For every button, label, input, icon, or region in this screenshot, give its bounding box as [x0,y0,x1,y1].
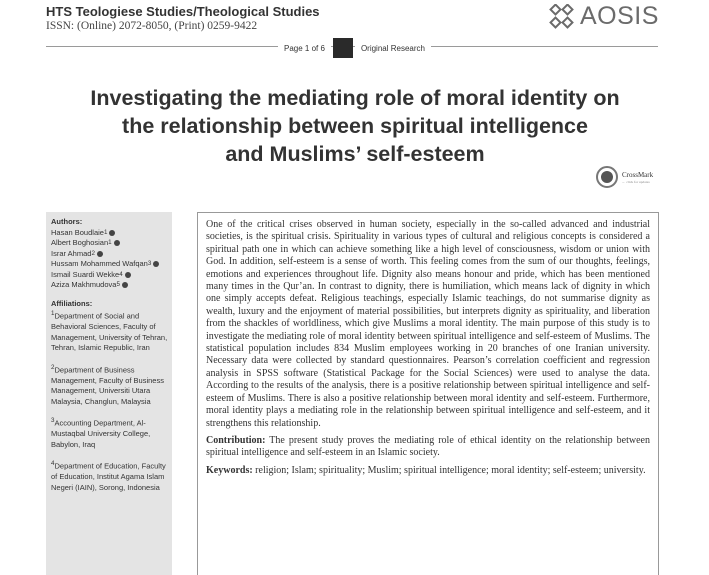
crossmark-icon [596,166,618,188]
orcid-icon[interactable] [97,251,103,257]
keywords-text: religion; Islam; spirituality; Muslim; spiritual intelligence; moral identity; self-esteem; university. [255,464,646,476]
aosis-logo-icon [548,4,576,30]
author-sidebar [46,212,172,575]
orcid-icon[interactable] [109,230,115,236]
article-title [40,84,670,168]
issn-line: ISSN: (Online) 2072-8050, (Print) 0259-9422 [46,20,258,32]
abstract-body: One of the critical crises observed in human society, especially in the so-called advanced and industrial societies, is the spiritual crisis. Spirituality in various types of cultural and religious concepts is considered a spiritual path one in which can achieve something like a high level of consciousness, wisdom or union with God. In addition, self-esteem is a sense of worth. This feeling comes from the sum of our thoughts, feelings, emotions and experiences throughout life. Dignity also means honour and pride, which has been mentioned many times in the Qur’an. In contrast to dignity, there is humiliation, which means lack of dignity in which one simply accepts defeat. Religious teachings, especially Islamic teachings, do not summarise dignity as wealth, luxury and the enjoyment of material possibilities, but interprets dignity as spirituality, and liberation from the shackles of worldliness, which give Muslims a moral identity. The main purpose of this study is to investigate the mediating role of moral identity between spiritual intelligence and self-esteem of Muslims. The statistical population includes 834 Muslim employees working in 20 branches of one Iranian university. Necessary data were collected by standard questionnaires. Pearson’s correlation coefficient and regression analysis in SPSS software (Statistical Package for the Social Sciences) were used to analyse the data. According to the results of the analysis, there is a positive relationship between spiritual intelligence and self-esteem of Muslims. There is also a positive relationship between moral identity and self-esteem. Furthermore, moral identity plays a mediating role in the relationship between spiritual intelligence and self-esteem, and it strengthens this relationship. [206,219,650,429]
page-number: Page 1 of 6 [278,44,331,53]
contribution-text: The present study proves the mediating role of ethical identity on the relationship between spiritual intelligence and self-esteem in an Islamic society. [206,434,650,459]
journal-title: HTS Teologiese Studies/Theological Studies [46,4,320,19]
orcid-icon[interactable] [114,240,120,246]
page-marker-box [333,38,353,58]
abstract-box [197,212,659,575]
crossmark-button[interactable] [596,166,653,188]
affiliation-entry: $^4$Department of Education, Faculty of Education, Institut Agama Islam Negeri (IAIN), Sorong, Indonesia [51,460,166,492]
title-line: Investigating the mediating role of moral identity on [90,86,620,110]
title-line: the relationship between spiritual intelligence [122,114,588,138]
title-line: and Muslims’ self-esteem [225,142,485,166]
affiliation-entry: $^2$Department of Business Management, Faculty of Business Management, Universiti Utara Malaysia, Changlun, Malaysia [51,363,164,406]
contribution-paragraph [206,435,650,460]
crossmark-label: CrossMark ← click for updates [622,170,654,184]
logo-text: AOSIS [580,2,659,30]
article-type: Original Research [355,44,431,53]
authors-heading: Authors: [51,217,83,226]
affiliation-entry: $^3$Accounting Department, Al-Mustaqbal University College, Babylon, Iraq [51,417,151,449]
author-entry: Ismail Suardi Wekke 4 [51,270,168,281]
orcid-icon[interactable] [153,261,159,267]
contribution-label: Contribution: [206,434,266,446]
author-entry: Hasan Boudlaie 1 [51,228,168,239]
author-entry: Aziza Makhmudova 5 [51,280,168,291]
author-entry: Hussam Mohammed Wafqan 3 [51,259,168,270]
affiliation-entry: $^1$Department of Social and Behavioral Sciences, Faculty of Management, University of Tehran, Tehran, Islamic Republic, Iran [51,310,168,352]
author-entry: Israr Ahmad 2 [51,249,168,260]
author-entry: Albert Boghosian 1 [51,238,168,249]
keywords-paragraph [206,465,650,477]
orcid-icon[interactable] [122,282,128,288]
publisher-logo[interactable] [548,2,659,31]
keywords-label: Keywords: [206,464,253,476]
page-info [0,38,709,58]
orcid-icon[interactable] [125,272,131,278]
affiliations-heading: Affiliations: [51,298,93,308]
crossmark-sublabel: ← click for updates [622,179,650,184]
